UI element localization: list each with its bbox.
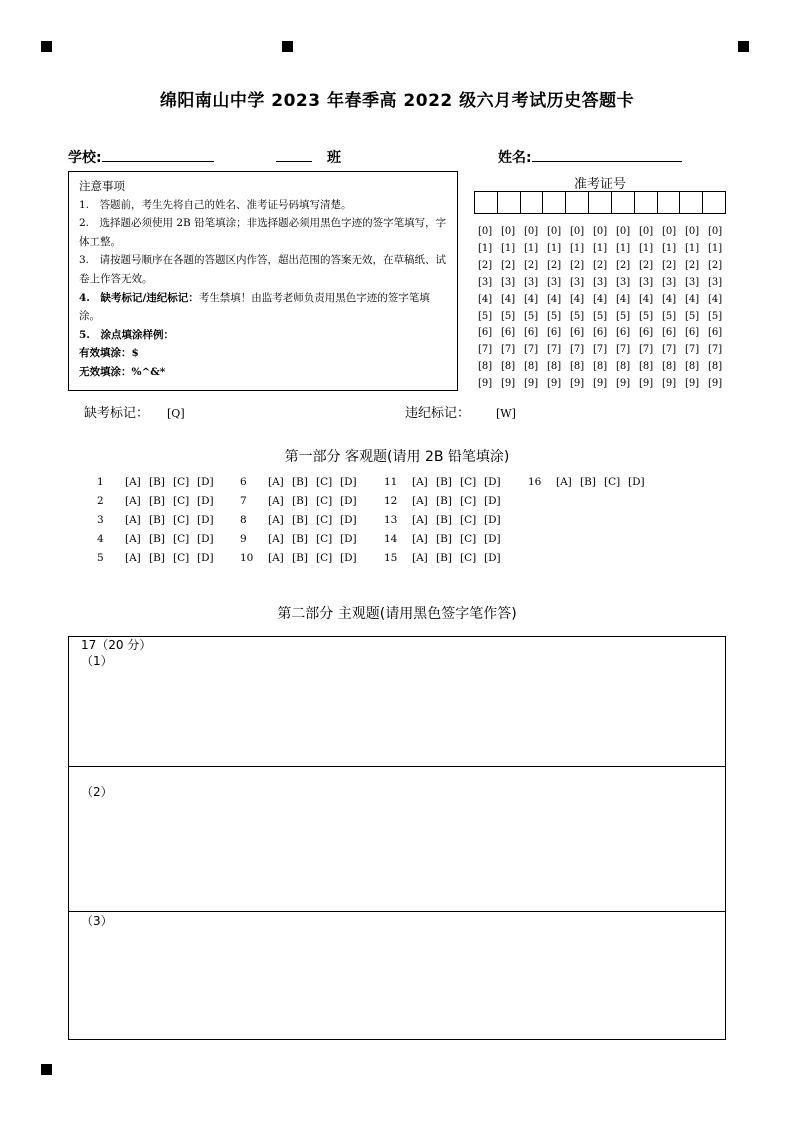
exam-id-bubble[interactable]: [2] bbox=[708, 259, 723, 271]
mc-option-bubble[interactable]: [D] bbox=[340, 495, 357, 507]
mc-option-bubble[interactable]: [C] bbox=[316, 476, 333, 488]
notes-box bbox=[68, 171, 458, 391]
exam-id-bubble[interactable]: [0] bbox=[570, 226, 585, 237]
exam-id-bubble[interactable]: [8] bbox=[593, 361, 608, 373]
mc-option-bubble[interactable]: [A] bbox=[412, 495, 428, 507]
mc-option-bubble[interactable]: [C] bbox=[460, 514, 477, 526]
exam-id-bubble-row bbox=[478, 241, 731, 258]
mc-option-bubble[interactable]: [D] bbox=[197, 533, 214, 545]
mc-option-bubble[interactable]: [C] bbox=[460, 552, 477, 564]
mc-question-number: 15 bbox=[384, 552, 398, 564]
mc-question-number: 2 bbox=[97, 495, 104, 507]
mc-question bbox=[240, 495, 364, 507]
exam-id-bubble[interactable]: [4] bbox=[662, 293, 677, 305]
invalid-fill-sample: 无效填涂：%^&* bbox=[79, 365, 166, 378]
mc-option-bubble[interactable]: [C] bbox=[316, 495, 333, 507]
exam-id-bubble[interactable]: [0] bbox=[593, 226, 608, 237]
exam-id-bubble[interactable]: [1] bbox=[708, 242, 723, 254]
mc-option-bubble[interactable]: [A] bbox=[268, 533, 284, 545]
exam-id-digit-box[interactable] bbox=[589, 192, 612, 213]
mc-option-bubble[interactable]: [C] bbox=[173, 514, 190, 526]
mc-option-bubble[interactable]: [B] bbox=[292, 476, 308, 488]
exam-id-bubble[interactable]: [9] bbox=[685, 378, 700, 390]
exam-id-bubble[interactable]: [2] bbox=[547, 259, 562, 271]
exam-id-bubble[interactable]: [0] bbox=[478, 226, 493, 237]
exam-id-bubble[interactable]: [7] bbox=[570, 344, 585, 356]
exam-id-bubble[interactable]: [2] bbox=[685, 259, 700, 271]
violation-bubble[interactable]: [W] bbox=[496, 407, 516, 420]
name-label: 姓名: bbox=[498, 150, 532, 166]
mc-question bbox=[384, 476, 508, 488]
mc-question bbox=[384, 533, 508, 545]
exam-id-bubble[interactable]: [7] bbox=[662, 344, 677, 356]
exam-id-bubble[interactable]: [9] bbox=[708, 378, 723, 390]
mc-option-bubble[interactable]: [A] bbox=[412, 476, 428, 488]
mc-option-bubble[interactable]: [C] bbox=[173, 476, 190, 488]
exam-id-bubble[interactable]: [7] bbox=[639, 344, 654, 356]
exam-id-bubble[interactable]: [2] bbox=[616, 259, 631, 271]
exam-id-bubble[interactable]: [3] bbox=[570, 276, 585, 288]
exam-id-bubble[interactable]: [1] bbox=[478, 242, 493, 254]
mc-option-bubble[interactable]: [B] bbox=[292, 495, 308, 507]
mc-option-bubble[interactable]: [D] bbox=[197, 495, 214, 507]
answer-box-17-2[interactable] bbox=[68, 766, 726, 912]
exam-id-bubble[interactable]: [9] bbox=[593, 378, 608, 390]
mc-option-bubble[interactable]: [A] bbox=[125, 552, 141, 564]
mc-question-number: 14 bbox=[384, 533, 398, 545]
exam-id-bubble[interactable]: [5] bbox=[593, 310, 608, 322]
exam-id-bubble[interactable]: [4] bbox=[639, 293, 654, 305]
exam-id-bubble[interactable]: [1] bbox=[685, 242, 700, 254]
part2-title: 第二部分 主观题(请用黑色签字笔作答) bbox=[277, 606, 517, 622]
exam-id-bubble[interactable]: [8] bbox=[524, 361, 539, 373]
mc-question-number: 7 bbox=[240, 495, 247, 507]
exam-id-bubble[interactable]: [9] bbox=[639, 378, 654, 390]
mc-option-bubble[interactable]: [A] bbox=[412, 533, 428, 545]
mc-option-bubble[interactable]: [D] bbox=[340, 514, 357, 526]
exam-id-digit-box[interactable] bbox=[680, 192, 703, 213]
exam-id-bubble-row bbox=[478, 376, 731, 393]
mc-question-number: 6 bbox=[240, 476, 247, 488]
name-field[interactable] bbox=[498, 147, 682, 167]
exam-id-bubble[interactable]: [3] bbox=[593, 276, 608, 288]
notes-item-4-prefix: 4. 缺考标记/违纪标记： bbox=[79, 291, 199, 304]
exam-id-bubble[interactable]: [8] bbox=[685, 361, 700, 373]
exam-id-bubble[interactable]: [6] bbox=[593, 327, 608, 339]
mc-option-bubble[interactable]: [A] bbox=[412, 552, 428, 564]
mc-option-bubble[interactable]: [B] bbox=[436, 552, 452, 564]
exam-id-bubble[interactable]: [7] bbox=[501, 344, 516, 356]
mc-question bbox=[97, 476, 221, 488]
exam-id-bubble-row bbox=[478, 275, 731, 292]
mc-question bbox=[528, 476, 652, 488]
exam-id-bubble-row bbox=[478, 309, 731, 326]
mc-option-bubble[interactable]: [A] bbox=[125, 476, 141, 488]
mc-question bbox=[97, 514, 221, 526]
exam-id-bubble-row bbox=[478, 292, 731, 309]
mc-question-number: 12 bbox=[384, 495, 398, 507]
exam-id-bubble[interactable]: [3] bbox=[478, 276, 493, 288]
class-input-line[interactable] bbox=[276, 147, 312, 162]
exam-id-bubble[interactable]: [8] bbox=[570, 361, 585, 373]
exam-id-bubble[interactable]: [0] bbox=[501, 226, 516, 237]
mc-option-bubble[interactable]: [B] bbox=[149, 495, 165, 507]
mc-question bbox=[384, 514, 508, 526]
exam-id-bubble[interactable]: [0] bbox=[708, 226, 723, 237]
mc-question bbox=[240, 476, 364, 488]
mc-option-bubble[interactable]: [B] bbox=[149, 533, 165, 545]
mc-question-number: 8 bbox=[240, 514, 247, 526]
mc-question bbox=[240, 533, 364, 545]
mc-option-bubble[interactable]: [A] bbox=[268, 552, 284, 564]
mc-question bbox=[384, 495, 508, 507]
mc-option-bubble[interactable]: [C] bbox=[316, 533, 333, 545]
exam-id-bubble[interactable]: [2] bbox=[570, 259, 585, 271]
exam-id-bubble[interactable]: [2] bbox=[639, 259, 654, 271]
exam-id-bubble[interactable]: [4] bbox=[570, 293, 585, 305]
mc-option-bubble[interactable]: [C] bbox=[173, 533, 190, 545]
exam-id-bubble[interactable]: [6] bbox=[685, 327, 700, 339]
exam-id-bubble[interactable]: [7] bbox=[685, 344, 700, 356]
mc-option-bubble[interactable]: [B] bbox=[580, 476, 596, 488]
mc-option-bubble[interactable]: [A] bbox=[268, 514, 284, 526]
mc-option-bubble[interactable]: [B] bbox=[292, 514, 308, 526]
mc-option-bubble[interactable]: [A] bbox=[125, 514, 141, 526]
exam-id-bubble[interactable]: [0] bbox=[547, 226, 562, 237]
exam-id-bubble[interactable]: [2] bbox=[478, 259, 493, 271]
exam-id-bubble[interactable]: [9] bbox=[501, 378, 516, 390]
exam-id-digit-box[interactable] bbox=[612, 192, 635, 213]
sub-question-2-label: （2） bbox=[81, 785, 113, 799]
exam-id-bubble[interactable]: [7] bbox=[616, 344, 631, 356]
exam-id-bubble-row bbox=[478, 342, 731, 359]
mc-option-bubble[interactable]: [C] bbox=[173, 552, 190, 564]
mc-option-bubble[interactable]: [D] bbox=[197, 552, 214, 564]
mc-option-bubble[interactable]: [C] bbox=[173, 495, 190, 507]
mc-option-bubble[interactable]: [D] bbox=[484, 476, 501, 488]
exam-id-digit-box[interactable] bbox=[703, 192, 725, 213]
mc-question-number: 4 bbox=[97, 533, 104, 545]
exam-id-label: 准考证号 bbox=[573, 177, 626, 192]
valid-fill-sample: 有效填涂：$ bbox=[79, 347, 139, 360]
exam-id-bubble[interactable]: [5] bbox=[524, 310, 539, 322]
mc-question-number: 13 bbox=[384, 514, 398, 526]
mc-option-bubble[interactable]: [A] bbox=[268, 476, 284, 488]
mc-question bbox=[240, 552, 364, 564]
mc-option-bubble[interactable]: [C] bbox=[460, 476, 477, 488]
exam-id-bubble[interactable]: [8] bbox=[616, 361, 631, 373]
mc-question bbox=[384, 552, 508, 564]
school-label: 学校: bbox=[68, 150, 102, 166]
exam-id-digit-box[interactable] bbox=[475, 192, 498, 213]
question-17-header: 17（20 分） bbox=[81, 638, 152, 652]
name-input-line[interactable] bbox=[532, 147, 682, 162]
exam-id-digit-box[interactable] bbox=[635, 192, 658, 213]
exam-id-bubble[interactable]: [6] bbox=[501, 327, 516, 339]
exam-id-bubble[interactable]: [0] bbox=[616, 226, 631, 237]
exam-id-bubble[interactable]: [9] bbox=[662, 378, 677, 390]
question-17-labels bbox=[81, 637, 151, 669]
exam-id-bubble[interactable]: [2] bbox=[662, 259, 677, 271]
school-field[interactable] bbox=[68, 147, 214, 167]
notes-item-4-text: 考生禁填！由监考老师负责用黑色字迹的签字笔填涂。 bbox=[79, 291, 430, 323]
exam-id-bubble[interactable]: [9] bbox=[616, 378, 631, 390]
exam-id-bubble[interactable]: [9] bbox=[524, 378, 539, 390]
mc-question bbox=[97, 533, 221, 545]
exam-id-bubble[interactable]: [5] bbox=[547, 310, 562, 322]
exam-id-bubble[interactable]: [4] bbox=[593, 293, 608, 305]
exam-id-bubble[interactable]: [2] bbox=[501, 259, 516, 271]
mc-option-bubble[interactable]: [B] bbox=[436, 495, 452, 507]
exam-id-bubble[interactable]: [7] bbox=[524, 344, 539, 356]
position-mark bbox=[41, 1064, 52, 1075]
exam-id-bubble[interactable]: [2] bbox=[593, 259, 608, 271]
mc-option-bubble[interactable]: [D] bbox=[340, 533, 357, 545]
notes-heading: 注意事项 bbox=[79, 179, 125, 193]
exam-id-bubble[interactable]: [1] bbox=[547, 242, 562, 254]
exam-id-bubble[interactable]: [6] bbox=[639, 327, 654, 339]
mc-option-bubble[interactable]: [D] bbox=[628, 476, 645, 488]
exam-id-bubble[interactable]: [5] bbox=[616, 310, 631, 322]
exam-id-bubble[interactable]: [5] bbox=[639, 310, 654, 322]
mc-option-bubble[interactable]: [B] bbox=[149, 476, 165, 488]
notes-item-2: 2. 选择题必须使用 2B 铅笔填涂；非选择题必须用黑色字迹的签字笔填写，字体工整。 bbox=[79, 217, 447, 248]
exam-id-bubble[interactable]: [7] bbox=[593, 344, 608, 356]
exam-id-bubble[interactable]: [9] bbox=[547, 378, 562, 390]
mc-question-number: 3 bbox=[97, 514, 104, 526]
exam-id-bubble[interactable]: [9] bbox=[570, 378, 585, 390]
exam-id-digit-box[interactable] bbox=[658, 192, 681, 213]
exam-id-bubble[interactable]: [3] bbox=[524, 276, 539, 288]
mc-question-number: 1 bbox=[97, 476, 104, 488]
mc-option-bubble[interactable]: [B] bbox=[149, 514, 165, 526]
exam-id-bubble[interactable]: [8] bbox=[639, 361, 654, 373]
mc-option-bubble[interactable]: [D] bbox=[340, 552, 357, 564]
exam-id-digit-boxes[interactable] bbox=[474, 191, 726, 214]
notes-item-4 bbox=[79, 289, 449, 326]
mc-question-number: 9 bbox=[240, 533, 247, 545]
mc-option-bubble[interactable]: [D] bbox=[197, 514, 214, 526]
position-mark bbox=[738, 41, 749, 52]
exam-id-bubble[interactable]: [3] bbox=[616, 276, 631, 288]
exam-id-bubble[interactable]: [5] bbox=[708, 310, 723, 322]
exam-id-digit-box[interactable] bbox=[498, 192, 521, 213]
position-mark bbox=[282, 41, 293, 52]
exam-id-bubble-grid[interactable] bbox=[478, 224, 731, 393]
exam-id-bubble[interactable]: [4] bbox=[501, 293, 516, 305]
mc-option-bubble[interactable]: [C] bbox=[604, 476, 621, 488]
exam-id-bubble[interactable]: [7] bbox=[547, 344, 562, 356]
mc-question bbox=[97, 495, 221, 507]
exam-id-bubble[interactable]: [6] bbox=[547, 327, 562, 339]
part1-title: 第一部分 客观题(请用 2B 铅笔填涂) bbox=[284, 449, 510, 465]
exam-id-bubble[interactable]: [5] bbox=[685, 310, 700, 322]
mc-option-bubble[interactable]: [D] bbox=[340, 476, 357, 488]
exam-id-bubble[interactable]: [4] bbox=[524, 293, 539, 305]
mc-option-bubble[interactable]: [D] bbox=[197, 476, 214, 488]
school-input-line[interactable] bbox=[102, 147, 214, 162]
exam-id-bubble[interactable]: [8] bbox=[478, 361, 493, 373]
exam-id-bubble-row bbox=[478, 359, 731, 376]
answer-box-17-3[interactable] bbox=[68, 911, 726, 1040]
class-field[interactable] bbox=[276, 147, 341, 167]
mc-option-bubble[interactable]: [D] bbox=[484, 533, 501, 545]
exam-id-digit-box[interactable] bbox=[566, 192, 589, 213]
mc-option-bubble[interactable]: [B] bbox=[149, 552, 165, 564]
exam-id-bubble[interactable]: [8] bbox=[501, 361, 516, 373]
exam-id-bubble[interactable]: [2] bbox=[524, 259, 539, 271]
exam-id-bubble[interactable]: [5] bbox=[662, 310, 677, 322]
mc-option-bubble[interactable]: [B] bbox=[292, 552, 308, 564]
exam-id-bubble[interactable]: [6] bbox=[524, 327, 539, 339]
violation-marker[interactable] bbox=[405, 402, 516, 421]
exam-id-bubble[interactable]: [5] bbox=[478, 310, 493, 322]
mc-question-number: 16 bbox=[528, 476, 542, 488]
mc-option-bubble[interactable]: [C] bbox=[460, 495, 477, 507]
exam-id-bubble[interactable]: [1] bbox=[570, 242, 585, 254]
position-mark bbox=[41, 41, 52, 52]
class-label: 班 bbox=[327, 150, 341, 166]
mc-option-bubble[interactable]: [C] bbox=[316, 514, 333, 526]
sub-question-3-label: （3） bbox=[81, 914, 113, 928]
answer-box-17-1[interactable] bbox=[68, 636, 726, 767]
mc-option-bubble[interactable]: [B] bbox=[436, 476, 452, 488]
notes-item-5: 5. 涂点填涂样例： bbox=[79, 328, 174, 341]
exam-id-bubble[interactable]: [0] bbox=[662, 226, 677, 237]
exam-id-bubble[interactable]: [6] bbox=[708, 327, 723, 339]
absent-label: 缺考标记： bbox=[84, 406, 150, 421]
exam-id-bubble[interactable]: [4] bbox=[616, 293, 631, 305]
sub-question-1-label: （1） bbox=[81, 654, 113, 668]
exam-id-bubble[interactable]: [4] bbox=[547, 293, 562, 305]
exam-id-bubble[interactable]: [7] bbox=[708, 344, 723, 356]
mc-option-bubble[interactable]: [A] bbox=[556, 476, 572, 488]
exam-id-bubble[interactable]: [0] bbox=[524, 226, 539, 237]
exam-id-bubble[interactable]: [1] bbox=[662, 242, 677, 254]
exam-id-bubble[interactable]: [7] bbox=[478, 344, 493, 356]
mc-option-bubble[interactable]: [B] bbox=[436, 514, 452, 526]
exam-id-digit-box[interactable] bbox=[543, 192, 566, 213]
exam-id-bubble[interactable]: [0] bbox=[639, 226, 654, 237]
exam-id-bubble[interactable]: [5] bbox=[501, 310, 516, 322]
exam-id-bubble[interactable]: [9] bbox=[478, 378, 493, 390]
exam-id-bubble-row bbox=[478, 224, 731, 241]
exam-id-bubble[interactable]: [3] bbox=[639, 276, 654, 288]
mc-option-bubble[interactable]: [A] bbox=[125, 533, 141, 545]
exam-id-bubble[interactable]: [4] bbox=[478, 293, 493, 305]
mc-question-number: 10 bbox=[240, 552, 254, 564]
mc-option-bubble[interactable]: [B] bbox=[436, 533, 452, 545]
exam-id-bubble[interactable]: [8] bbox=[547, 361, 562, 373]
exam-id-bubble[interactable]: [3] bbox=[547, 276, 562, 288]
exam-id-bubble[interactable]: [1] bbox=[639, 242, 654, 254]
exam-id-bubble[interactable]: [8] bbox=[708, 361, 723, 373]
notes-item-1: 1. 答题前，考生先将自己的姓名、准考证号码填写清楚。 bbox=[79, 198, 352, 211]
exam-id-bubble[interactable]: [4] bbox=[685, 293, 700, 305]
mc-option-bubble[interactable]: [C] bbox=[460, 533, 477, 545]
mc-option-bubble[interactable]: [B] bbox=[292, 533, 308, 545]
mc-option-bubble[interactable]: [D] bbox=[484, 552, 501, 564]
mc-option-bubble[interactable]: [D] bbox=[484, 514, 501, 526]
mc-option-bubble[interactable]: [C] bbox=[316, 552, 333, 564]
exam-id-bubble[interactable]: [1] bbox=[593, 242, 608, 254]
mc-question bbox=[240, 514, 364, 526]
exam-id-bubble[interactable]: [3] bbox=[501, 276, 516, 288]
exam-id-bubble[interactable]: [4] bbox=[708, 293, 723, 305]
violation-label: 违纪标记： bbox=[405, 406, 471, 421]
exam-id-bubble[interactable]: [6] bbox=[570, 327, 585, 339]
exam-id-bubble[interactable]: [8] bbox=[662, 361, 677, 373]
mc-option-bubble[interactable]: [D] bbox=[484, 495, 501, 507]
exam-id-bubble[interactable]: [1] bbox=[501, 242, 516, 254]
mc-question-number: 5 bbox=[97, 552, 104, 564]
exam-id-bubble[interactable]: [1] bbox=[524, 242, 539, 254]
exam-id-bubble[interactable]: [6] bbox=[662, 327, 677, 339]
mc-option-bubble[interactable]: [A] bbox=[268, 495, 284, 507]
notes-item-3: 3. 请按题号顺序在各题的答题区内作答，超出范围的答案无效，在草稿纸、试卷上作答无效。 bbox=[79, 254, 447, 285]
mc-option-bubble[interactable]: [A] bbox=[412, 514, 428, 526]
absent-marker[interactable] bbox=[84, 402, 185, 421]
exam-id-bubble[interactable]: [3] bbox=[685, 276, 700, 288]
exam-id-bubble[interactable]: [3] bbox=[662, 276, 677, 288]
exam-id-digit-box[interactable] bbox=[521, 192, 544, 213]
page-title: 绵阳南山中学 2023 年春季高 2022 级六月考试历史答题卡 bbox=[159, 91, 635, 111]
mc-question bbox=[97, 552, 221, 564]
exam-id-bubble[interactable]: [0] bbox=[685, 226, 700, 237]
exam-id-bubble[interactable]: [5] bbox=[570, 310, 585, 322]
exam-id-bubble[interactable]: [6] bbox=[478, 327, 493, 339]
exam-id-bubble[interactable]: [3] bbox=[708, 276, 723, 288]
exam-id-bubble-row bbox=[478, 325, 731, 342]
exam-id-bubble[interactable]: [1] bbox=[616, 242, 631, 254]
exam-id-bubble[interactable]: [6] bbox=[616, 327, 631, 339]
exam-id-bubble-row bbox=[478, 258, 731, 275]
mc-question-number: 11 bbox=[384, 476, 398, 488]
absent-bubble[interactable]: [Q] bbox=[167, 407, 185, 420]
mc-option-bubble[interactable]: [A] bbox=[125, 495, 141, 507]
